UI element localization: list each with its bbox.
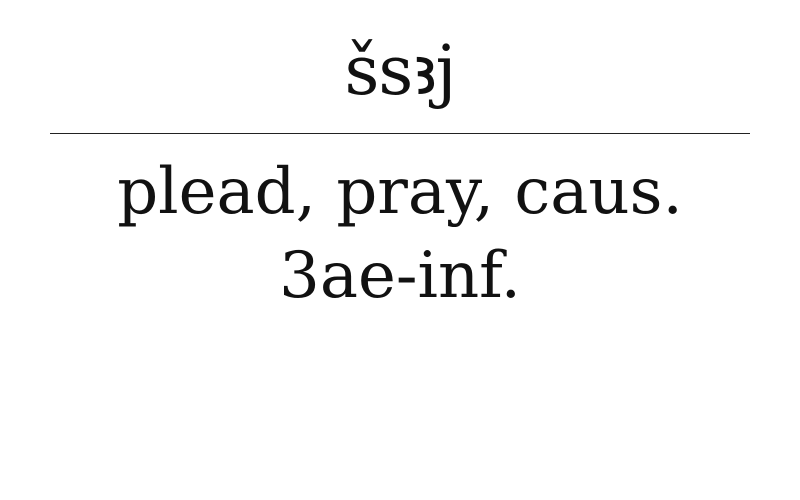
definition-line: plead, pray, caus. [117,155,683,229]
divider-rule [50,133,750,134]
definition-block [0,150,800,318]
term-heading: šsꜣj [344,32,456,111]
definition-line: 3ae-inf. [279,239,521,313]
